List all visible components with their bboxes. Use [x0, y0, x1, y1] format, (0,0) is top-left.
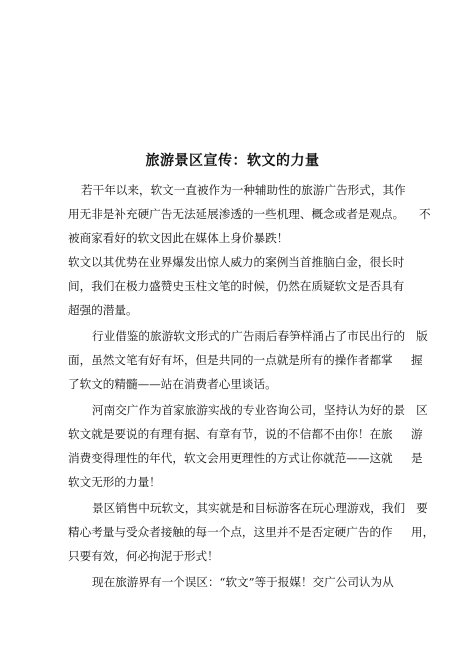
text-line: 精心考量与受众者接触的每一个点，这里并不是否定硬广告的作 用，	[68, 525, 435, 539]
text-line: 软文无形的力量！	[68, 475, 161, 489]
document-title: 旅游景区宣传：软文的力量	[145, 153, 320, 169]
text-line: 超强的潜量。	[68, 303, 138, 317]
text-line: 只要有效，何必拘泥于形式！	[68, 549, 219, 563]
text-line: 软文以其优势在业界爆发出惊人威力的案例当首推脑白金，很长时	[68, 255, 405, 269]
text-line: 现在旅游界有一个误区：“软文”等于报媒！交广公司认为从	[92, 575, 394, 589]
text-line: 行业借鉴的旅游软文形式的广告雨后春笋样涌占了市民出行的 版	[92, 329, 428, 343]
text-line: 软文就是要说的有理有据、有章有节，说的不信都不由你！在旅 游	[68, 427, 423, 441]
text-line: 景区销售中玩软文，其实就是和目标游客在玩心理游戏，我们 要	[92, 501, 428, 515]
text-line: 被商家看好的软文因此在媒体上身价暴跌！	[68, 231, 289, 245]
text-line: 若干年以来，软文一直被作为一种辅助性的旅游广告形式，其作	[81, 183, 406, 197]
text-line: 了软文的精髓——站在消费者心里谈话。	[68, 377, 277, 391]
text-line: 用无非是补充硬广告无法延展渗透的一些机理、概念或者是观点。 不	[68, 207, 431, 221]
text-line: 河南交广作为首家旅游实战的专业咨询公司，坚持认为好的景 区	[92, 403, 428, 417]
text-line: 面，虽然文笔有好有坏，但是共同的一点就是所有的操作者都掌 握	[68, 353, 423, 367]
text-line: 消费变得理性的年代，软文会用更理性的方式让你就范——这就 是	[68, 451, 423, 465]
text-line: 间，我们在极力盛赞史玉柱文笔的时候，仍然在质疑软文是否具有	[68, 279, 405, 293]
